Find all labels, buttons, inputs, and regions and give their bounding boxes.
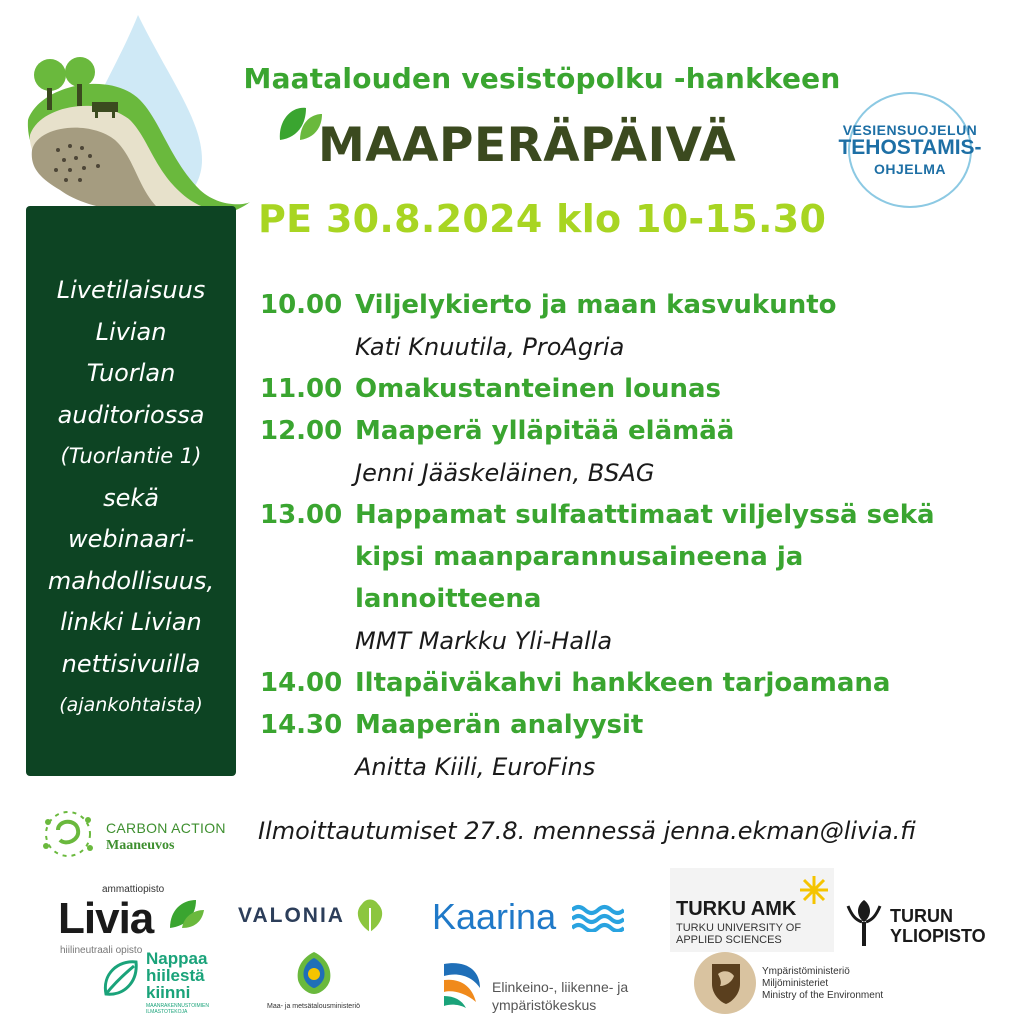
ely-name-line: Elinkeino-, liikenne- ja bbox=[492, 979, 629, 995]
carbon-action-name: CARBON ACTION bbox=[106, 820, 226, 836]
mmm-name: Maa- ja metsätalousministeriö bbox=[267, 1003, 360, 1010]
agenda bbox=[260, 284, 1000, 788]
agenda-time: 14.00 bbox=[260, 668, 343, 698]
agenda-topic: Maaperän analyysit bbox=[355, 710, 644, 740]
ely-emblem-icon bbox=[436, 958, 486, 1010]
nappaa-line: kiinni bbox=[146, 983, 191, 1002]
venue-text bbox=[30, 270, 232, 727]
leaf-icon bbox=[166, 892, 206, 932]
venue-line: (Tuorlantie 1) bbox=[60, 444, 202, 468]
leaf-icon bbox=[352, 894, 388, 934]
kaarina-name: Kaarina bbox=[432, 896, 557, 937]
agenda-topic-line: lannoitteena bbox=[355, 584, 542, 614]
utu-name bbox=[890, 906, 986, 946]
agenda-topic: Iltapäiväkahvi hankkeen tarjoamana bbox=[355, 668, 891, 698]
ym-logo bbox=[694, 952, 914, 1014]
venue-line: auditoriossa bbox=[57, 400, 205, 429]
agenda-speaker: Jenni Jääskeläinen, BSAG bbox=[355, 459, 655, 487]
ely-name bbox=[492, 978, 628, 1014]
registration-info: Ilmoittautumiset 27.8. mennessä jenna.ekman@livia.fi bbox=[258, 817, 916, 845]
utu-name-line: TURUN bbox=[890, 906, 953, 926]
agenda-speaker: Anitta Kiili, EuroFins bbox=[355, 753, 596, 781]
venue-line: linkki Livian bbox=[60, 608, 202, 636]
livia-post: hiilineutraali opisto bbox=[60, 945, 143, 956]
crest-icon bbox=[294, 950, 334, 996]
venue-line: sekä bbox=[103, 483, 159, 512]
turku-amk-name: TURKU AMK bbox=[676, 898, 797, 920]
vesiensuojelu-badge bbox=[830, 92, 990, 208]
agenda-topic: Maaperä ylläpitää elämää bbox=[355, 416, 735, 446]
carbon-action-icon bbox=[36, 802, 100, 866]
event-title: MAAPERÄPÄIVÄ bbox=[318, 118, 737, 173]
agenda-topic: Viljelykierto ja maan kasvukunto bbox=[355, 290, 837, 320]
venue-line: Livetilaisuus bbox=[56, 276, 206, 304]
ym-name bbox=[762, 966, 883, 1002]
ym-name-line: Ympäristöministeriö bbox=[762, 966, 850, 977]
agenda-item bbox=[260, 410, 1000, 494]
waves-icon bbox=[572, 904, 624, 932]
nappaa-sub: MAANRAKENNUSTOIMIEN ILMASTOTEKOJA bbox=[146, 1003, 209, 1015]
badge-line-2: TEHOSTAMIS- bbox=[838, 136, 982, 159]
ym-name-line: Miljöministeriet bbox=[762, 978, 829, 989]
ely-logo bbox=[436, 958, 646, 1014]
venue-line: Livian bbox=[95, 317, 167, 346]
agenda-speaker: Kati Knuutila, ProAgria bbox=[355, 333, 625, 361]
agenda-item bbox=[260, 704, 1000, 788]
sun-icon bbox=[798, 874, 830, 906]
turku-amk-logo bbox=[670, 868, 834, 952]
agenda-time: 13.00 bbox=[260, 500, 343, 530]
turku-amk-sub bbox=[676, 922, 801, 946]
venue-line: webinaari- bbox=[67, 525, 195, 553]
agenda-item bbox=[260, 284, 1000, 368]
lion-crest-icon bbox=[704, 960, 748, 1006]
agenda-topic-line: kipsi maanparannusaineena ja bbox=[355, 542, 804, 572]
venue-line: nettisivuilla bbox=[61, 649, 201, 678]
utu-logo bbox=[842, 896, 992, 952]
venue-line: mahdollisuus, bbox=[47, 566, 215, 595]
agenda-speaker: MMT Markku Yli-Halla bbox=[355, 627, 613, 655]
carbon-action-logo bbox=[36, 798, 236, 870]
agenda-time: 10.00 bbox=[260, 290, 343, 320]
utu-name-line: YLIOPISTO bbox=[890, 926, 986, 946]
turku-amk-sub-line: APPLIED SCIENCES bbox=[676, 934, 782, 946]
agenda-topic-line: Happamat sulfaattimaat viljelyssä sekä bbox=[355, 500, 935, 530]
event-date: PE 30.8.2024 klo 10-15.30 bbox=[258, 197, 827, 241]
venue-line: Tuorlan bbox=[86, 359, 176, 387]
nappaa-line: hiilestä bbox=[146, 966, 205, 985]
agenda-time: 12.00 bbox=[260, 416, 343, 446]
event-subtitle: Maatalouden vesistöpolku -hankkeen bbox=[243, 62, 841, 95]
kaarina-logo bbox=[432, 896, 632, 940]
agenda-time: 11.00 bbox=[260, 374, 343, 404]
agenda-topic: Omakustanteinen lounas bbox=[355, 374, 721, 404]
leaf-icon bbox=[100, 954, 144, 1000]
torch-icon bbox=[842, 896, 886, 948]
ym-name-line: Ministry of the Environment bbox=[762, 990, 884, 1001]
agenda-item bbox=[260, 494, 1000, 662]
landscape-illustration bbox=[20, 10, 270, 235]
carbon-action-sub: Maaneuvos bbox=[106, 838, 175, 853]
agenda-item bbox=[260, 368, 1000, 410]
valonia-name: VALONIA bbox=[238, 904, 345, 927]
badge-line-3: OHJELMA bbox=[874, 161, 946, 177]
badge-line-1: VESIENSUOJELUN bbox=[842, 122, 978, 138]
agenda-item bbox=[260, 662, 1000, 704]
nappaa-logo bbox=[100, 949, 230, 1015]
leaf-icon bbox=[276, 98, 324, 144]
ely-name-line: ympäristökeskus bbox=[492, 997, 597, 1013]
agenda-time: 14.30 bbox=[260, 710, 343, 740]
turku-amk-sub-line: TURKU UNIVERSITY OF bbox=[676, 922, 802, 934]
valonia-logo bbox=[238, 894, 390, 944]
livia-pre: ammattiopisto bbox=[102, 884, 165, 895]
venue-line: (ajankohtaista) bbox=[59, 694, 203, 716]
nappaa-line: Nappaa bbox=[146, 949, 208, 968]
mmm-logo bbox=[246, 950, 381, 1014]
livia-name: Livia bbox=[58, 894, 154, 943]
livia-logo bbox=[58, 884, 208, 954]
